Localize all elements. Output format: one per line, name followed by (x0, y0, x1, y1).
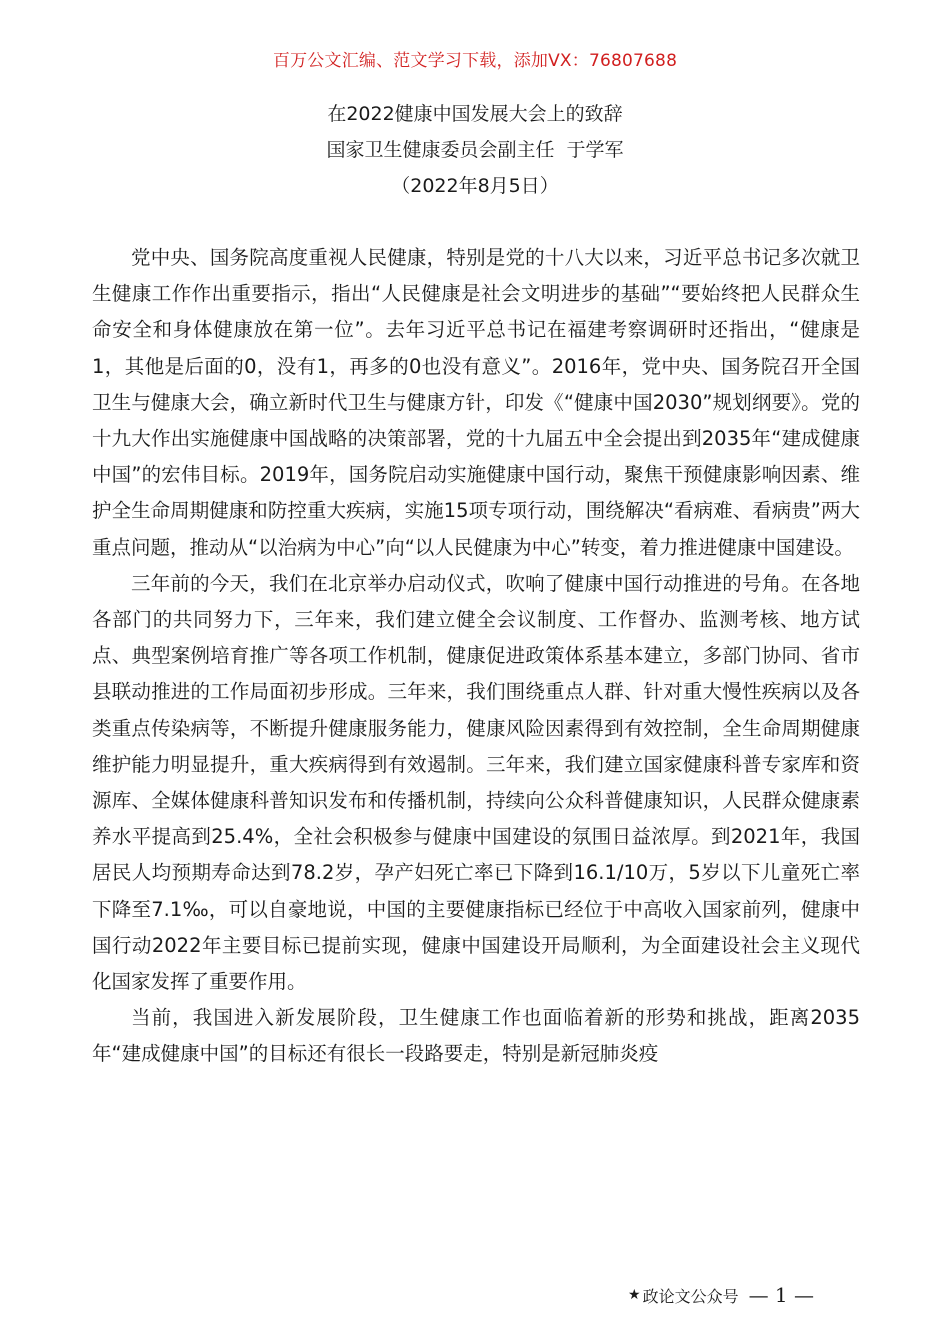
document-body (92, 240, 860, 1073)
download-banner: 百万公文汇编、范文学习下载，添加VX：76807688 (272, 51, 678, 71)
paragraph-1: 党中央、国务院高度重视人民健康，特别是党的十八大以来，习近平总书记多次就卫生健康工作作出重要指示，指出“人民健康是社会文明进步的基础”“要始终把人民群众生命安全和身体健康放在第一位”。去年习近平总书记在福建考察调研时还指出，“健康是1，其他是后面的0，没有1，再多的0也没有意义”。2016年，党中央、国务院召开全国卫生与健康大会，确立新时代卫生与健康方针，印发《“健康中国2030”规划纲要》。党的十九大作出实施健康中国战略的决策部署，党的十九届五中全会提出到2035年“建成健康中国”的宏伟目标。2019年，国务院启动实施健康中国行动，聚焦干预健康影响因素、维护全生命周期健康和防控重大疾病，实施15项专项行动，围绕解决“看病难、看病贵”两大重点问题，推动从“以治病为中心”向“以人民健康为中心”转变，着力推进健康中国建设。 (92, 246, 860, 559)
footer-source: 政论文公众号 (642, 1286, 739, 1306)
paragraph-3: 当前，我国进入新发展阶段，卫生健康工作也面临着新的形势和挑战，距离2035年“建成健康中国”的目标还有很长一段路要走，特别是新冠肺炎疫 (92, 1006, 860, 1066)
page-number: — 1 — (748, 1283, 815, 1307)
page-footer (628, 1283, 814, 1307)
paragraph-2: 三年前的今天，我们在北京举办启动仪式，吹响了健康中国行动推进的号角。在各地各部门的共同努力下，三年来，我们建立健全会议制度、工作督办、监测考核、地方试点、典型案例培育推广等各项工作机制，健康促进政策体系基本建立，多部门协同、省市县联动推进的工作局面初步形成。三年来，我们围绕重点人群、针对重大慢性疾病以及各类重点传染病等，不断提升健康服务能力，健康风险因素得到有效控制，全生命周期健康维护能力明显提升，重大疾病得到有效遏制。三年来，我们建立国家健康科普专家库和资源库、全媒体健康科普知识发布和传播机制，持续向公众科普健康知识，人民群众健康素养水平提高到25.4%，全社会积极参与健康中国建设的氛围日益浓厚。到2021年，我国居民人均预期寿命达到78.2岁，孕产妇死亡率已下降到16.1/10万，5岁以下儿童死亡率下降至7.1‰，可以自豪地说，中国的主要健康指标已经位于中高收入国家前列，健康中国行动2022年主要目标已提前实现，健康中国建设开局顺利，为全面建设社会主义现代化国家发挥了重要作用。 (92, 571, 860, 994)
speech-date: （2022年8月5日） (391, 175, 559, 197)
speech-title: 在2022健康中国发展大会上的致辞 (327, 103, 623, 125)
title-block (0, 96, 950, 204)
speaker-line: 国家卫生健康委员会副主任 于学军 (326, 139, 624, 161)
star-icon: ★ (628, 1287, 641, 1303)
